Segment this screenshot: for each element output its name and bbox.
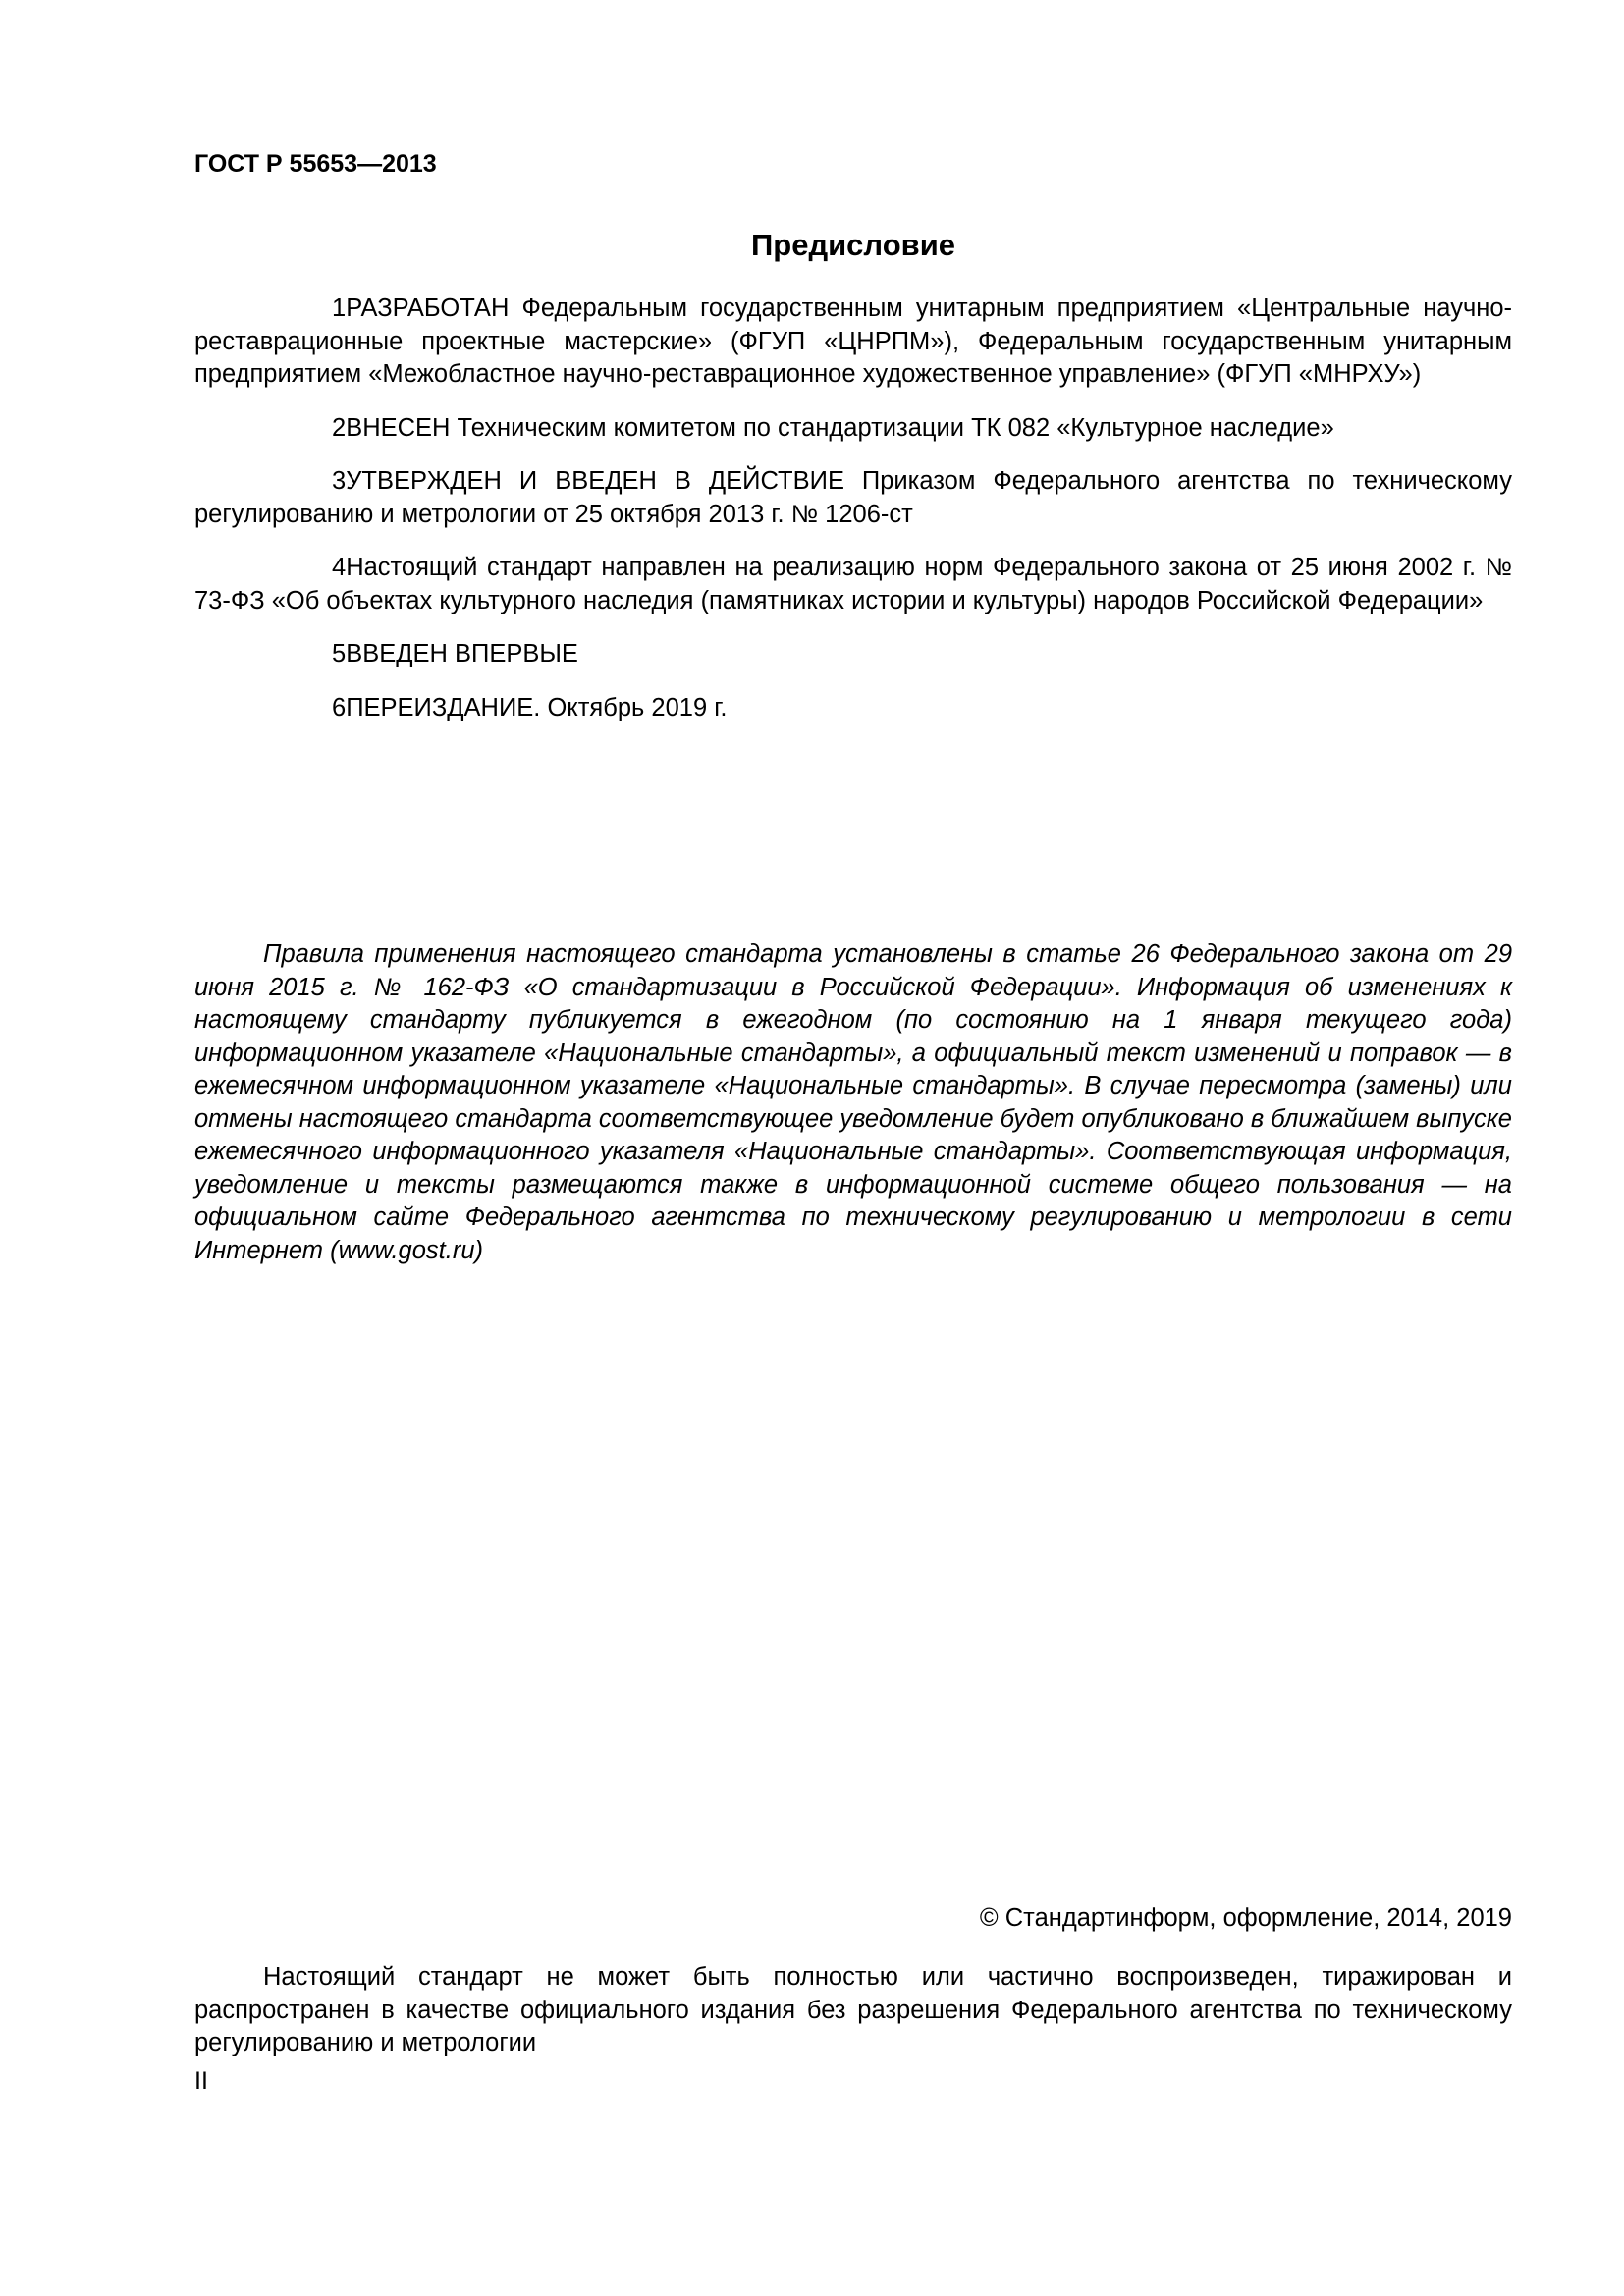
- item-number: 6: [332, 693, 347, 721]
- document-header: ГОСТ Р 55653—2013: [194, 150, 437, 178]
- item-number: 1: [332, 294, 347, 322]
- reproduction-notice: Настоящий стандарт не может быть полностью или частично воспроизведен, тиражирован и распространен в качестве официального издания без разрешения Федерального агентства по техническому регулированию и метрологии: [194, 1963, 1512, 2056]
- item-number: 4: [332, 554, 347, 581]
- application-rules-note: Правила применения настоящего стандарта установлены в статье 26 Федерального закона от 29 июня 2015 г. № 162-ФЗ «О стандартизации в Российской Федерации». Информация об изменениях к настоящему стандарту публикуется в ежегодном (по состоянию на 1 января текущего года) информационном указателе «Национальные стандарты», а официальный текст изменений и поправок — в ежемесячном информационном указателе «Национальные стандарты». В случае пересмотра (замены) или отмены настоящего стандарта соответствующее уведомление будет опубликовано в ближайшем выпуске ежемесячного информационного указателя «Национальные стандарты». Соответствующая информация, уведомление и тексты размещаются также в информационной системе общего пользования — на официальном сайте Федерального агентства по техническому регулированию и метрологии в сети Интернет (www.gost.ru): [194, 940, 1512, 1264]
- copyright-notice: © Стандартинформ, оформление, 2014, 2019: [979, 1904, 1512, 1932]
- foreword-item-6: [194, 692, 1512, 725]
- item-number: 3: [332, 467, 347, 495]
- item-number: 5: [332, 640, 347, 667]
- page-title: Предисловие: [750, 228, 955, 262]
- item-text: Настоящий стандарт направлен на реализацию норм Федерального закона от 25 июня 2002 г. № 73-ФЗ «Об объектах культурного наследия (памятниках истории и культуры) народов Российской Федерации»: [194, 554, 1512, 614]
- foreword-item-5: [194, 638, 1512, 671]
- page-number: II: [194, 2067, 208, 2095]
- item-text: ВВЕДЕН ВПЕРВЫЕ: [346, 640, 578, 667]
- foreword-item-2: [194, 412, 1512, 446]
- foreword-content: [194, 293, 1512, 745]
- item-text: УТВЕРЖДЕН И ВВЕДЕН В ДЕЙСТВИЕ Приказом Федерального агентства по техническому регулированию и метрологии от 25 октября 2013 г. № 1206-ст: [194, 467, 1512, 528]
- item-text: ПЕРЕИЗДАНИЕ. Октябрь 2019 г.: [346, 693, 728, 721]
- foreword-item-3: [194, 465, 1512, 531]
- foreword-item-1: [194, 293, 1512, 392]
- item-text: ВНЕСЕН Техническим комитетом по стандартизации ТК 082 «Культурное наследие»: [346, 413, 1334, 442]
- item-number: 2: [332, 413, 347, 442]
- item-text: РАЗРАБОТАН Федеральным государственным унитарным предприятием «Центральные научно-реставрационные проектные мастерские» (ФГУП «ЦНРПМ»), Федеральным государственным унитарным предприятием «Межобластное научно-реставрационное художественное управление» (ФГУП «МНРХУ»): [194, 294, 1512, 388]
- foreword-item-4: [194, 552, 1512, 617]
